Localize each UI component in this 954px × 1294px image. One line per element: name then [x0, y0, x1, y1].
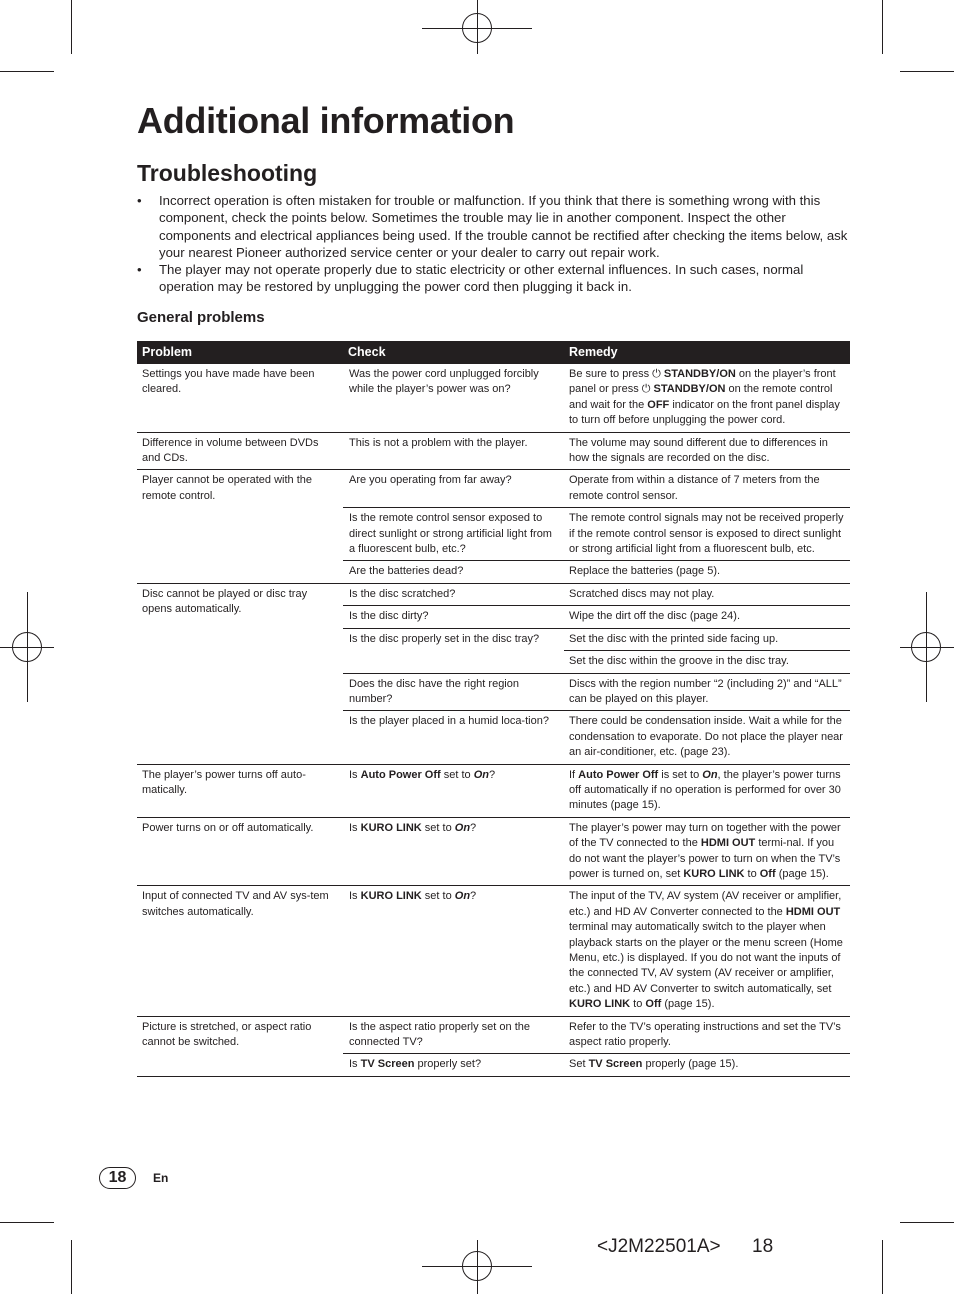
table-row — [137, 364, 850, 432]
table-row — [137, 764, 850, 817]
check-cell: Is the disc properly set in the disc tray? — [343, 628, 564, 673]
remedy-cell: If Auto Power Off is set to On, the player’s power turns off automatically if no operation is performed for over 30 minutes (page 15). — [564, 764, 850, 817]
column-header-problem: Problem — [137, 341, 343, 364]
remedy-cell: Scratched discs may not play. — [564, 583, 850, 605]
check-cell: Is KURO LINK set to On? — [343, 817, 564, 886]
remedy-cell: Be sure to press ⏻ STANDBY/ON on the player’s front panel or press ⏻ STANDBY/ON on the remote control and wait for the OFF indicator on the front panel display to turn off before unplugging the power cord. — [564, 364, 850, 432]
problem-cell: Power turns on or off automatically. — [137, 817, 343, 886]
remedy-cell: Set TV Screen properly (page 15). — [564, 1054, 850, 1076]
check-cell: Are you operating from far away? — [343, 470, 564, 508]
check-cell: This is not a problem with the player. — [343, 432, 564, 470]
remedy-cell: Set the disc with the printed side facing up. — [564, 628, 850, 650]
problem-cell: Picture is stretched, or aspect ratio cannot be switched. — [137, 1016, 343, 1076]
remedy-cell: The volume may sound different due to differences in how the signals are recorded on the disc. — [564, 432, 850, 470]
crop-mark — [900, 71, 954, 72]
power-icon: ⏻ — [641, 383, 651, 396]
crop-mark — [71, 0, 72, 54]
problem-cell: Difference in volume between DVDs and CDs. — [137, 432, 343, 470]
table-header-row — [137, 341, 850, 364]
remedy-cell: Wipe the dirt off the disc (page 24). — [564, 606, 850, 628]
problem-cell: The player’s power turns off auto-matically. — [137, 764, 343, 817]
check-cell: Are the batteries dead? — [343, 561, 564, 583]
check-cell: Does the disc have the right region number? — [343, 673, 564, 711]
crop-mark — [0, 71, 54, 72]
remedy-cell: Refer to the TV’s operating instructions and set the TV’s aspect ratio properly. — [564, 1016, 850, 1054]
check-cell: Is Auto Power Off set to On? — [343, 764, 564, 817]
check-cell: Is the aspect ratio properly set on the connected TV? — [343, 1016, 564, 1054]
crop-mark — [882, 0, 883, 54]
print-job-code: <J2M22501A> — [597, 1236, 721, 1257]
table-row — [137, 1016, 850, 1054]
print-job-page: 18 — [752, 1236, 774, 1257]
crop-mark — [900, 1222, 954, 1223]
table-row — [137, 432, 850, 470]
remedy-cell: Replace the batteries (page 5). — [564, 561, 850, 583]
remedy-cell: Discs with the region number “2 (including 2)” and “ALL” can be played on this player. — [564, 673, 850, 711]
problem-cell: Player cannot be operated with the remote control. — [137, 470, 343, 583]
language-label: En — [153, 1171, 169, 1185]
check-cell: Is the player placed in a humid loca-tion? — [343, 711, 564, 764]
bullet-dot: • — [137, 262, 142, 278]
problem-cell: Input of connected TV and AV sys-tem switches automatically. — [137, 886, 343, 1016]
column-header-check: Check — [343, 341, 564, 364]
crop-mark — [71, 1240, 72, 1294]
bullet-item: • Incorrect operation is often mistaken for trouble or malfunction. If you think that there is something wrong with this component, check the points below. Sometimes the trouble may lie in another component. Inspect the other components and electrical appliances being used. If the trouble cannot be rectified after checking the items below, ask your nearest Pioneer authorized service center or your dealer to carry out repair work. — [137, 193, 848, 260]
intro-bullet-list — [137, 192, 852, 296]
check-cell: Is the remote control sensor exposed to direct sunlight or strong artificial light from a fluorescent bulb, etc.? — [343, 508, 564, 561]
page-number-badge: 18 — [99, 1167, 136, 1189]
table-row — [137, 817, 850, 886]
check-cell: Is the disc scratched? — [343, 583, 564, 605]
check-cell: Is TV Screen properly set? — [343, 1054, 564, 1076]
remedy-cell: The player’s power may turn on together with the power of the TV connected to the HDMI OUT termi-nal. If you do not want the player’s power to turn on when the TV’s power is turned on, set KURO LINK to Off (page 15). — [564, 817, 850, 886]
page-title: Additional information — [137, 100, 515, 141]
problem-cell: Settings you have made have been cleared. — [137, 364, 343, 432]
check-cell: Was the power cord unplugged forcibly while the player’s power was on? — [343, 364, 564, 432]
section-heading-troubleshooting: Troubleshooting — [137, 160, 318, 186]
troubleshooting-table — [137, 341, 850, 1077]
remedy-cell: There could be condensation inside. Wait a while for the condensation to evaporate. Do not place the player near an air-conditioner, etc. (page 23). — [564, 711, 850, 764]
bullet-item: • The player may not operate properly due to static electricity or other external influences. In such cases, normal operation may be restored by unplugging the power cord then plugging it back in. — [137, 262, 804, 295]
table-row — [137, 583, 850, 605]
problem-cell: Disc cannot be played or disc tray opens automatically. — [137, 583, 343, 764]
table-row — [137, 470, 850, 508]
remedy-cell: Set the disc within the groove in the disc tray. — [564, 651, 850, 673]
table-row — [137, 886, 850, 1016]
crop-mark — [0, 1222, 54, 1223]
remedy-cell: Operate from within a distance of 7 meters from the remote control sensor. — [564, 470, 850, 508]
check-cell: Is the disc dirty? — [343, 606, 564, 628]
remedy-cell: The input of the TV, AV system (AV receiver or amplifier, etc.) and HD AV Converter connected to the HDMI OUT terminal may automatically switch to the player when playback starts on the player or the menu screen (Home Menu, etc.) is displayed. If you do not want the inputs of the connected TV, AV system (AV receiver or amplifier, etc.) and HD AV Converter to switch automatically, set KURO LINK to Off (page 15). — [564, 886, 850, 1016]
crop-mark — [882, 1240, 883, 1294]
subsection-heading-general-problems: General problems — [137, 309, 265, 326]
bullet-dot: • — [137, 193, 142, 208]
check-cell: Is KURO LINK set to On? — [343, 886, 564, 1016]
remedy-cell: The remote control signals may not be received properly if the remote control sensor is exposed to direct sunlight or strong artificial light from a fluorescent bulb, etc. — [564, 508, 850, 561]
column-header-remedy: Remedy — [564, 341, 850, 364]
power-icon: ⏻ — [652, 368, 661, 380]
